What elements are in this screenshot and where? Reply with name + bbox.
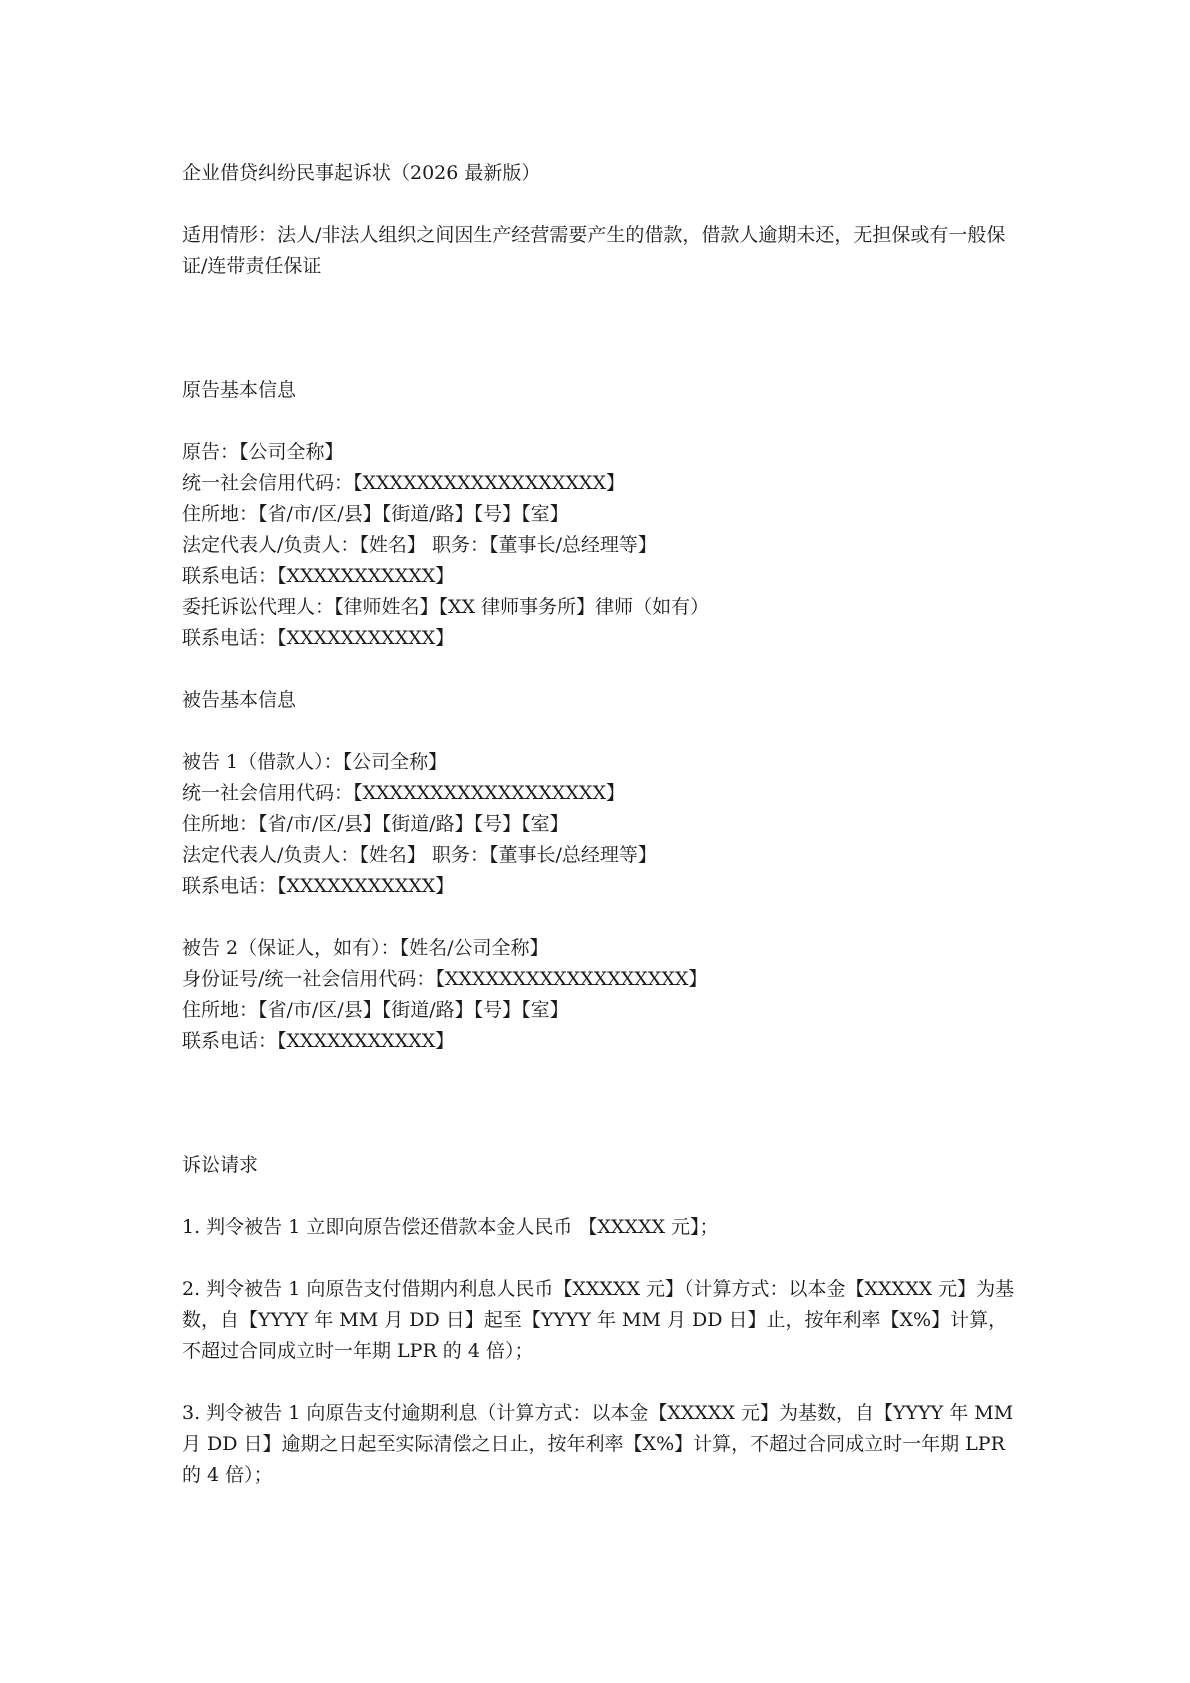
document-title: 企业借贷纠纷民事起诉状（2026 最新版） <box>182 162 541 184</box>
defendant1-legal-rep: 法定代表人/负责人：【姓名】 职务：【董事长/总经理等】 <box>182 844 657 866</box>
applicable-situation: 适用情形：法人/非法人组织之间因生产经营需要产生的借款，借款人逾期未还，无担保或有一般保证/连带责任保证 <box>182 224 1006 277</box>
plaintiff-agent-phone: 联系电话：【XXXXXXXXXXX】 <box>182 627 455 649</box>
defendant2-phone: 联系电话：【XXXXXXXXXXX】 <box>182 1030 455 1052</box>
document-page <box>182 158 1022 1491</box>
plaintiff-legal-rep: 法定代表人/负责人：【姓名】 职务：【董事长/总经理等】 <box>182 534 657 556</box>
plaintiff-heading: 原告基本信息 <box>182 379 297 401</box>
defendant1-name: 被告 1（借款人）：【公司全称】 <box>182 751 448 773</box>
defendant2-address: 住所地：【省/市/区/县】【街道/路】【号】【室】 <box>182 999 569 1021</box>
claims-heading: 诉讼请求 <box>182 1154 259 1176</box>
defendant1-credit-code: 统一社会信用代码：【XXXXXXXXXXXXXXXXXX】 <box>182 782 625 804</box>
claim-item-1: 1. 判令被告 1 立即向原告偿还借款本金人民币 【XXXXX 元】； <box>182 1216 719 1238</box>
claim-item-3: 3. 判令被告 1 向原告支付逾期利息（计算方式：以本金【XXXXX 元】为基数，自【YYYY 年 MM 月 DD 日】逾期之日起至实际清偿之日止，按年利率【X%】计算，不超过合同成立时一年期 LPR 的 4 倍）； <box>182 1402 1020 1486</box>
defendant2-id: 身份证号/统一社会信用代码：【XXXXXXXXXXXXXXXXXX】 <box>182 968 708 990</box>
plaintiff-credit-code: 统一社会信用代码：【XXXXXXXXXXXXXXXXXX】 <box>182 472 625 494</box>
defendant1-address: 住所地：【省/市/区/县】【街道/路】【号】【室】 <box>182 813 569 835</box>
defendant1-phone: 联系电话：【XXXXXXXXXXX】 <box>182 875 455 897</box>
plaintiff-agent: 委托诉讼代理人：【律师姓名】【XX 律师事务所】律师（如有） <box>182 596 710 618</box>
claim-item-2: 2. 判令被告 1 向原告支付借期内利息人民币【XXXXX 元】（计算方式：以本金【XXXXX 元】为基数，自【YYYY 年 MM 月 DD 日】起至【YYYY 年 MM 月 DD 日】止，按年利率【X%】计算，不超过合同成立时一年期 LPR 的 4 倍）； <box>182 1278 1015 1362</box>
plaintiff-phone: 联系电话：【XXXXXXXXXXX】 <box>182 565 455 587</box>
defendant2-name: 被告 2（保证人，如有）：【姓名/公司全称】 <box>182 937 549 959</box>
plaintiff-address: 住所地：【省/市/区/县】【街道/路】【号】【室】 <box>182 503 569 525</box>
plaintiff-name: 原告：【公司全称】 <box>182 441 344 463</box>
defendants-heading: 被告基本信息 <box>182 689 297 711</box>
